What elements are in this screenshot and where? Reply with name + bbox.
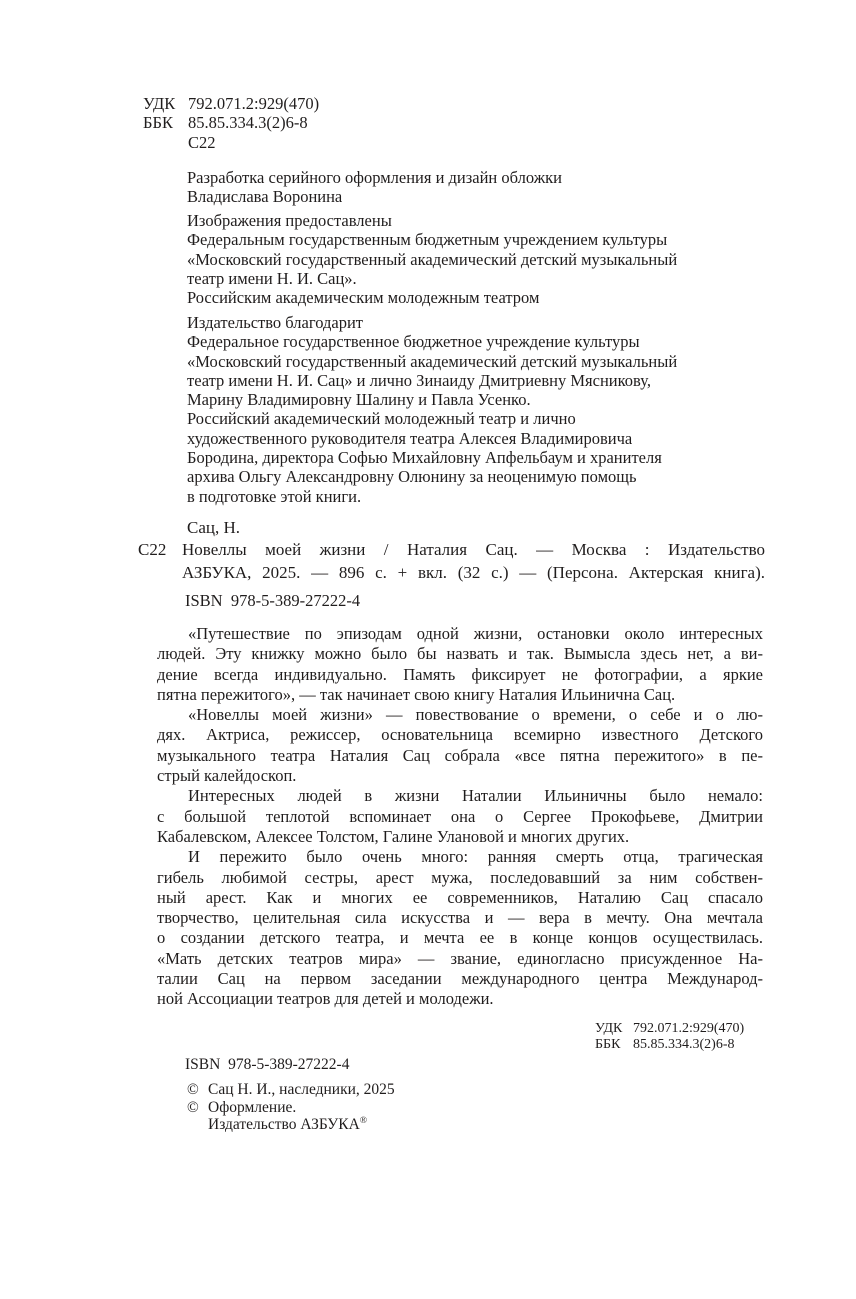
design-credit <box>187 168 562 207</box>
text-line: ный арест. Как и многих ее современников, Наталию Сац спасало <box>157 887 763 907</box>
copyright-symbol: © <box>187 1081 199 1098</box>
text-line: ной Ассоциации театров для детей и молодежи. <box>157 989 494 1009</box>
text-line: людей. Эту книжку можно было бы назвать и так. Вымысла здесь нет, а ви- <box>157 644 763 664</box>
top-classification-codes <box>143 94 319 152</box>
text-line: музыкального театра Наталия Сац собрала «все пятна пережитого» в пе- <box>157 745 763 765</box>
catalog-author: Сац, Н. <box>187 518 241 537</box>
text-line: Новеллы моей жизни / Наталия Сац. — Москва : Издательство <box>182 540 765 559</box>
text-line: творчество, целительная сила искусства и — вера в мечту. Она мечтала <box>157 908 763 928</box>
code-row <box>143 133 319 152</box>
code-value: 792.071.2:929(470) <box>188 94 320 113</box>
text-line: «Новеллы моей жизни» — повествование о времени, о себе и о лю- <box>188 705 763 725</box>
text-line: И пережито было очень много: ранняя смерть отца, трагическая <box>188 847 763 867</box>
copyright-text: Оформление. <box>208 1098 297 1116</box>
code-value: С22 <box>188 132 216 152</box>
code-value: 85.85.334.3(2)6-8 <box>633 1037 735 1053</box>
text-line: дение всегда индивидуально. Память фиксирует не фотографии, а яркие <box>157 664 763 684</box>
code-label <box>143 133 188 152</box>
copyright-text: Издательство АЗБУКА® <box>208 1115 368 1134</box>
text-line: о создании детского театра, и мечта ее в конце концов осуществилась. <box>157 928 763 948</box>
registered-trademark-symbol: ® <box>359 1115 368 1127</box>
text-line: «Московский государственный академический детский музыкальный <box>187 249 678 269</box>
copyright-symbol <box>187 1116 208 1134</box>
bottom-classification-codes <box>595 1021 744 1053</box>
copyright-row <box>187 1116 395 1134</box>
text-line: Издательство благодарит <box>187 313 363 332</box>
text-line: Изображения предоставлены <box>187 211 392 230</box>
text-line: Разработка серийного оформления и дизайн обложки <box>187 168 562 187</box>
code-row <box>143 94 319 113</box>
text-line: Владислава Воронина <box>187 187 343 207</box>
text-line: пятна пережитого», — так начинает свою книгу Наталия Ильинична Сац. <box>157 684 676 704</box>
isbn-bottom: ISBN 978-5-389-27222-4 <box>185 1056 350 1073</box>
code-label: УДК <box>143 94 176 113</box>
text-line: Российский академический молодежный театр и лично <box>187 409 576 429</box>
text-line: Интересных людей в жизни Наталии Ильиничны было немало: <box>188 786 763 806</box>
catalog-entry <box>182 538 765 584</box>
text-line: талии Сац на первом заседании международного центра Международ- <box>157 969 763 989</box>
text-line: театр имени Н. И. Сац» и лично Зинаиду Дмитриевну Мясникову, <box>187 370 651 390</box>
annotation-text <box>157 624 763 1010</box>
copyright-block <box>187 1081 395 1134</box>
code-label: ББК <box>143 113 173 133</box>
text-line: Федеральным государственным бюджетным учреждением культуры <box>187 230 668 250</box>
text-line: Федеральное государственное бюджетное учреждение культуры <box>187 332 640 352</box>
isbn-catalog: ISBN 978-5-389-27222-4 <box>185 591 361 610</box>
text-line: художественного руководителя театра Алексея Владимировича <box>187 428 633 448</box>
text-line: стрый калейдоскоп. <box>157 766 297 786</box>
text-line: в подготовке этой книги. <box>187 486 362 506</box>
code-value: 792.071.2:929(470) <box>633 1021 745 1036</box>
code-row <box>143 113 319 132</box>
images-provided-credit <box>187 211 677 307</box>
text-line: гибель любимой сестры, арест мужа, последовавший за ним собствен- <box>157 867 763 887</box>
text-line: театр имени Н. И. Сац». <box>187 268 357 288</box>
text-line: «Путешествие по эпизодам одной жизни, остановки около интересных <box>188 624 763 643</box>
copyright-text: Сац Н. И., наследники, 2025 <box>208 1081 395 1098</box>
text-line: «Мать детских театров мира» — звание, единогласно присужденное На- <box>157 948 763 968</box>
code-value: 85.85.334.3(2)6-8 <box>188 113 308 133</box>
text-line: Бородина, директора Софью Михайловну Апфельбаум и хранителя <box>187 448 662 468</box>
copyright-row <box>187 1099 395 1117</box>
code-label: УДК <box>595 1021 623 1036</box>
code-row <box>595 1037 744 1053</box>
copyright-row <box>187 1081 395 1099</box>
text-line: с большой теплотой вспоминает она о Сергее Прокофьеве, Дмитрии <box>157 806 763 826</box>
text-line: «Московский государственный академический детский музыкальный <box>187 351 678 371</box>
publisher-acknowledgements <box>187 313 677 506</box>
catalog-code: С22 <box>138 540 167 559</box>
text-line: дях. Актриса, режиссер, основательница всемирно известного Детского <box>157 725 763 745</box>
copyright-symbol: © <box>187 1098 199 1116</box>
text-line: АЗБУКА, 2025. — 896 с. + вкл. (32 с.) — (Персона. Актерская книга). <box>182 563 765 582</box>
code-row <box>595 1021 744 1037</box>
text-line: Марину Владимировну Шалину и Павла Усенко. <box>187 390 531 410</box>
code-label: ББК <box>595 1037 621 1053</box>
text-line: Кабалевском, Алексее Толстом, Галине Улановой и многих других. <box>157 826 630 846</box>
text-line: архива Ольгу Александровну Олюнину за неоценимую помощь <box>187 467 637 487</box>
text-line: Российским академическим молодежным театром <box>187 288 540 308</box>
